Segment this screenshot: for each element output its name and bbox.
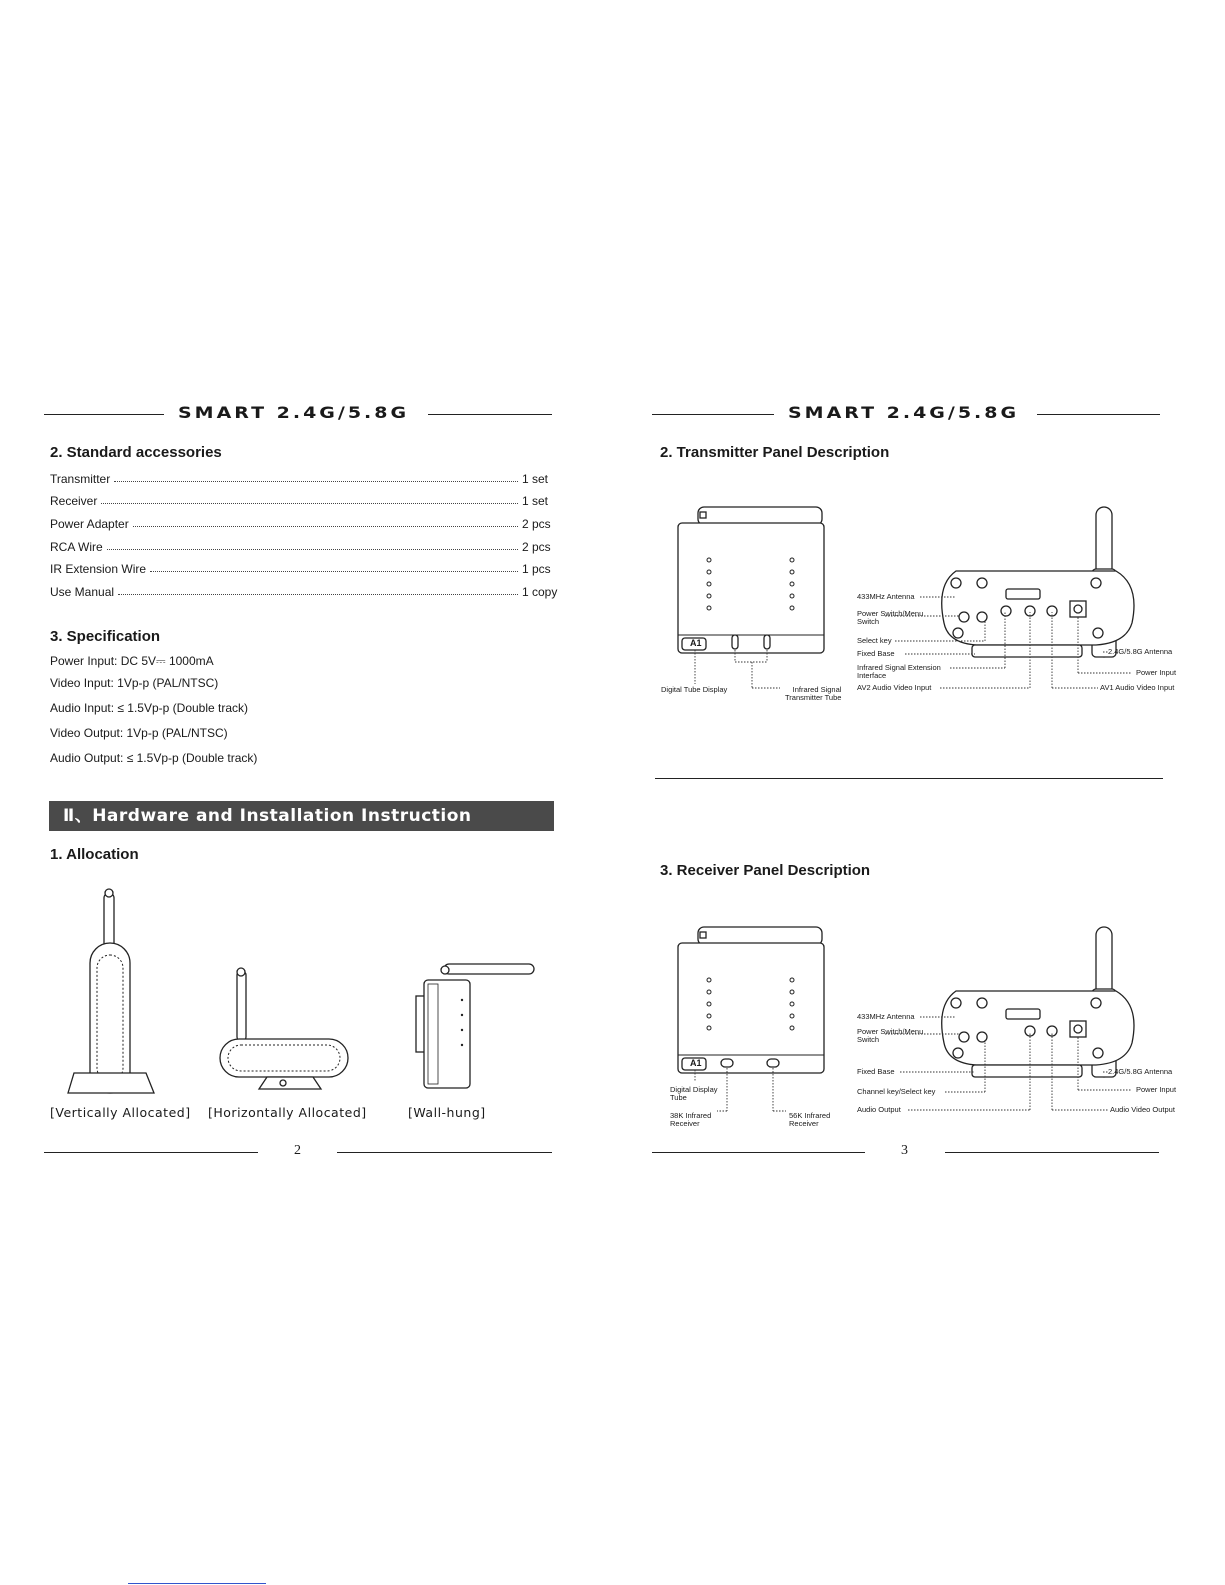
accessory-row — [50, 468, 560, 486]
leader-dots — [101, 502, 518, 504]
transmitter-front-illustration — [672, 505, 832, 655]
rx-label-power-input: Power Input — [1136, 1085, 1177, 1094]
tx-label-digital-tube: Digital Tube Display — [661, 685, 728, 694]
tx-label-antenna433: 433MHz Antenna — [857, 592, 915, 601]
rx-label-digital-tube: Digital Display Tube — [670, 1085, 718, 1102]
header-rule-left-b — [428, 414, 552, 415]
rx-label-antenna433: 433MHz Antenna — [857, 1012, 915, 1021]
spec-line: Video Input: 1Vp-p (PAL/NTSC) — [50, 676, 219, 690]
spec-line: Power Input: DC 5V⎓ 1000mA — [50, 654, 214, 668]
spec-line: Video Output: 1Vp-p (PAL/NTSC) — [50, 726, 228, 740]
page-number-left: 2 — [294, 1143, 301, 1158]
footer-rule-right-b — [945, 1152, 1159, 1153]
middle-divider — [655, 778, 1163, 779]
accessory-name: Transmitter — [50, 472, 111, 486]
brand-title-left: SMART 2.4G/5.8G — [178, 404, 410, 423]
rx-top-leaders — [0, 0, 1, 1]
accessory-qty: 1 set — [522, 472, 549, 486]
tx-label-power-input: Power Input — [1136, 668, 1177, 677]
rx-label-av-output: Audio Video Output — [1110, 1105, 1175, 1114]
footer-rule-left-b — [337, 1152, 552, 1153]
caption-vertical: [Vertically Allocated] — [50, 1105, 191, 1120]
tx-label-select-key: Select key — [857, 636, 892, 645]
footer-rule-left-a — [44, 1152, 258, 1153]
leader-dots — [107, 548, 518, 550]
accessory-name: Receiver — [50, 494, 98, 508]
spec-line: Audio Output: ≤ 1.5Vp-p (Double track) — [50, 751, 258, 765]
tx-label-av1: AV1 Audio Video Input — [1100, 683, 1175, 692]
section-bar: Ⅱ、Hardware and Installation Instruction — [49, 801, 554, 831]
accessories-title: 2. Standard accessories — [50, 444, 222, 461]
accessory-row — [50, 490, 560, 508]
header-rule-right-a — [652, 414, 774, 415]
leader-dots — [133, 525, 518, 527]
header-rule-left-a — [44, 414, 164, 415]
rx-label-ir38: 38K Infrared Receiver — [670, 1111, 712, 1128]
receiver-title: 3. Receiver Panel Description — [660, 862, 871, 879]
allocation-title: 1. Allocation — [50, 846, 139, 863]
leader-dots — [118, 593, 518, 595]
vertical-device-illustration — [60, 885, 170, 1095]
spec-line: Audio Input: ≤ 1.5Vp-p (Double track) — [50, 701, 249, 715]
caption-horizontal: [Horizontally Allocated] — [208, 1105, 367, 1120]
leader-dots — [114, 480, 518, 482]
rx-label-channel-key: Channel key/Select key — [857, 1087, 936, 1096]
accessory-qty: 1 pcs — [522, 562, 551, 576]
header-rule-right-b — [1037, 414, 1160, 415]
rx-display-text: A1 — [690, 1058, 702, 1068]
tx-label-ir-transmitter: Infrared Signal Transmitter Tube — [785, 685, 842, 702]
rx-label-fixed-base: Fixed Base — [857, 1067, 895, 1076]
accessory-qty: 1 set — [522, 494, 549, 508]
rx-label-ir56: 56K Infrared Receiver — [789, 1111, 831, 1128]
accessory-row — [50, 513, 560, 531]
receiver-top-illustration — [936, 925, 1146, 1085]
rx-label-antenna24: 2.4G/5.8G Antenna — [1108, 1067, 1173, 1076]
accessory-row — [50, 581, 560, 599]
wallhung-device-illustration — [410, 960, 550, 1095]
specification-title: 3. Specification — [50, 628, 161, 645]
bottom-link-underline — [128, 1583, 266, 1584]
tx-label-power-switch: Power Switch/Menu Switch — [857, 609, 924, 626]
accessory-qty: 1 copy — [522, 585, 558, 599]
tx-label-ir-extension: Infrared Signal Extension Interface — [857, 663, 941, 680]
footer-rule-right-a — [652, 1152, 865, 1153]
receiver-front-illustration — [672, 925, 832, 1075]
leader-dots — [150, 570, 518, 572]
page-number-right: 3 — [901, 1143, 908, 1158]
tx-display-text: A1 — [690, 638, 702, 648]
accessory-name: Use Manual — [50, 585, 115, 599]
tx-label-av2: AV2 Audio Video Input — [857, 683, 932, 692]
accessory-name: RCA Wire — [50, 540, 103, 554]
accessory-name: Power Adapter — [50, 517, 129, 531]
rx-label-power-switch: Power Switch/Menu Switch — [857, 1027, 924, 1044]
caption-wallhung: [Wall-hung] — [408, 1105, 486, 1120]
accessory-qty: 2 pcs — [522, 540, 551, 554]
accessory-row — [50, 536, 560, 554]
rx-label-audio-output: Audio Output — [857, 1105, 901, 1114]
accessory-row — [50, 558, 560, 576]
accessory-qty: 2 pcs — [522, 517, 551, 531]
accessory-name: IR Extension Wire — [50, 562, 147, 576]
tx-label-fixed-base: Fixed Base — [857, 649, 895, 658]
transmitter-title: 2. Transmitter Panel Description — [660, 444, 890, 461]
tx-label-antenna24: 2.4G/5.8G Antenna — [1108, 647, 1173, 656]
horizontal-device-illustration — [215, 965, 355, 1095]
brand-title-right: SMART 2.4G/5.8G — [788, 404, 1020, 423]
